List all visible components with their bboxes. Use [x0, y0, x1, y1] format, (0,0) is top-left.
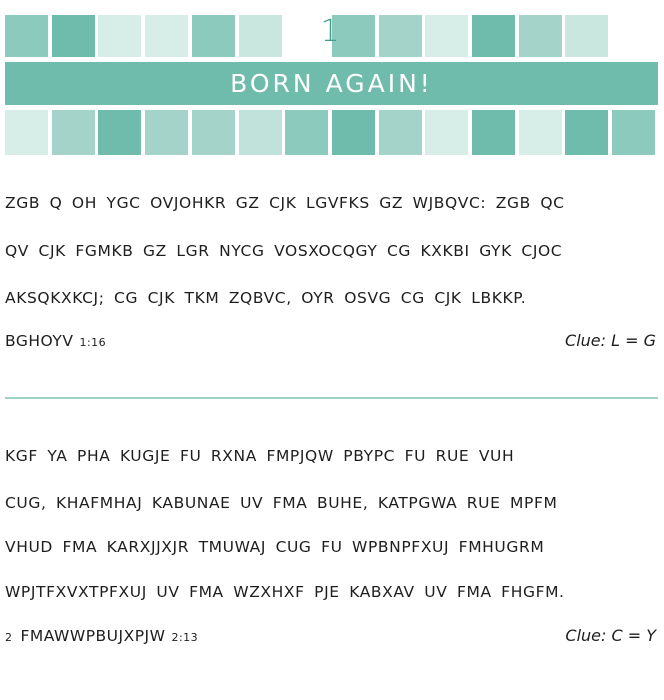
- decorative-square: [5, 15, 48, 57]
- cipher-line: QV CJK FGMKB GZ LGR NYCG VOSXOCQGY CG KXKBI GYK CJOC: [5, 242, 563, 260]
- decorative-square: [379, 110, 422, 155]
- decorative-square: [52, 15, 95, 57]
- divider: [5, 397, 658, 399]
- decorative-square: [239, 15, 282, 57]
- decorative-square: [565, 110, 608, 155]
- cipher-line: AKSQKXKCJ; CG CJK TKM ZQBVC, OYR OSVG CG CJK LBKKP.: [5, 289, 527, 307]
- puzzle-number: 1: [320, 14, 340, 49]
- decorative-square: [52, 110, 95, 155]
- clue: Clue: L = G: [565, 331, 656, 350]
- decorative-square: [565, 15, 608, 57]
- decorative-square: [98, 110, 141, 155]
- decorative-square: [98, 15, 141, 57]
- clue: Clue: C = Y: [565, 626, 656, 645]
- reference: [5, 332, 106, 350]
- decorative-square: [192, 15, 235, 57]
- ref-verse: 2:13: [171, 631, 199, 644]
- decorative-square: [425, 15, 468, 57]
- decorative-square: [285, 110, 328, 155]
- cipher-line: WPJTFXVXTPFXUJ UV FMA WZXHXF PJE KABXAV UV FMA FHGFM.: [5, 583, 565, 601]
- ref-book: BGHOYV: [5, 332, 74, 350]
- cipher-line: CUG, KHAFMHAJ KABUNAE UV FMA BUHE, KATPGWA RUE MPFM: [5, 494, 558, 512]
- decorative-square: [332, 110, 375, 155]
- decorative-square: [145, 15, 188, 57]
- decorative-square: [519, 110, 562, 155]
- cipher-line: VHUD FMA KARXJJXJR TMUWAJ CUG FU WPBNPFXUJ FMHUGRM: [5, 538, 545, 556]
- decorative-square: [519, 15, 562, 57]
- ref-verse: 1:16: [79, 336, 107, 349]
- decorative-square: [472, 110, 515, 155]
- decorative-square: [612, 110, 655, 155]
- decorative-square: [379, 15, 422, 57]
- cipher-line: KGF YA PHA KUGJE FU RXNA FMPJQW PBYPC FU RUE VUH: [5, 447, 515, 465]
- puzzle-title: BORN AGAIN!: [5, 62, 658, 105]
- decorative-square: [5, 110, 48, 155]
- decorative-square: [239, 110, 282, 155]
- ref-prefix: 2: [5, 631, 13, 644]
- reference: [5, 627, 198, 645]
- decorative-square: [425, 110, 468, 155]
- ref-book: FMAWWPBUJXPJW: [20, 627, 166, 645]
- decorative-square: [145, 110, 188, 155]
- cipher-line: ZGB Q OH YGC OVJOHKR GZ CJK LGVFKS GZ WJBQVC: ZGB QC: [5, 194, 565, 212]
- decorative-square: [472, 15, 515, 57]
- decorative-square: [192, 110, 235, 155]
